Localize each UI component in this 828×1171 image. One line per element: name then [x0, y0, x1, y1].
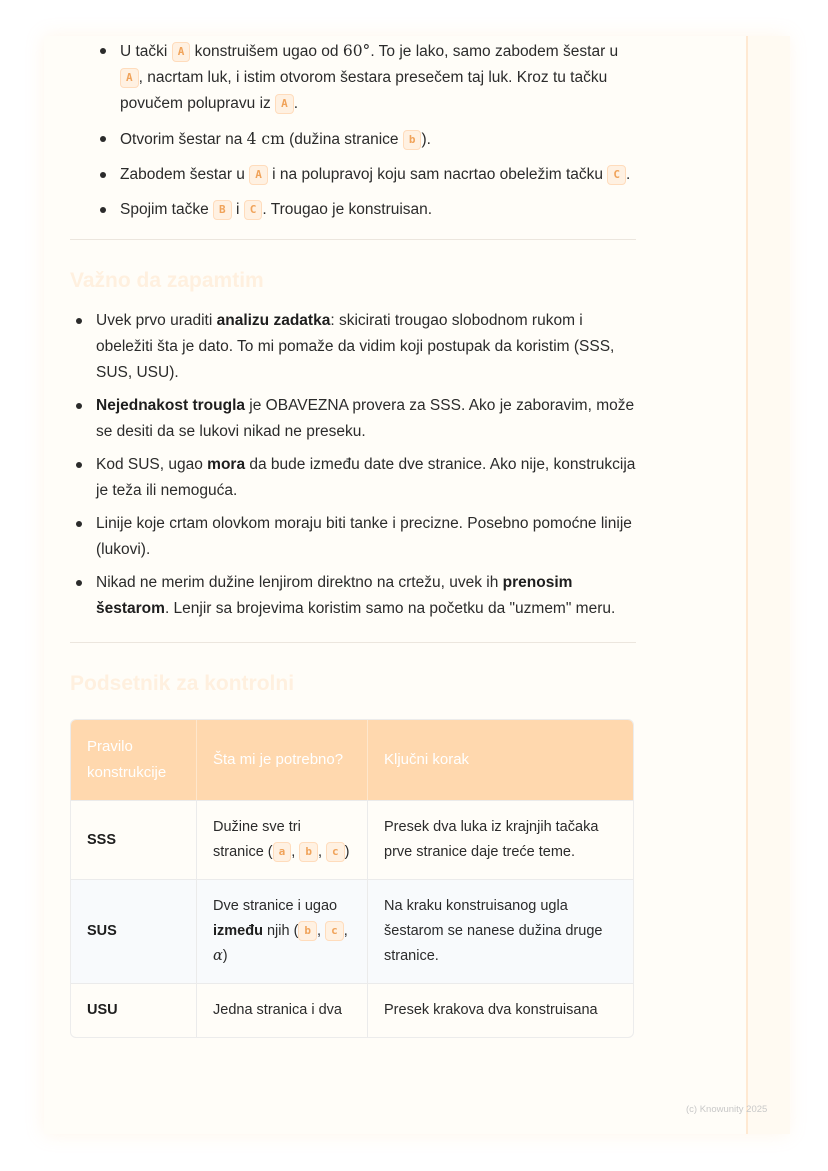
point-code: A — [120, 68, 139, 88]
list-item: Kod SUS, ugao mora da bude između date dve stranice. Ako nije, konstrukcija je teža ili nemoguća. — [70, 452, 636, 504]
need-cell: Jedna stranica i dva — [197, 983, 368, 1037]
point-code: A — [172, 42, 191, 62]
section-heading-important: Važno da zapamtim — [70, 269, 264, 292]
rule-cell: SUS — [71, 879, 197, 983]
column-header: Pravilo konstrukcije — [71, 720, 197, 800]
document-content — [70, 38, 636, 1038]
point-code: C — [607, 165, 626, 185]
important-notes-list — [70, 308, 636, 622]
rule-cell: USU — [71, 983, 197, 1037]
point-code: A — [275, 94, 294, 114]
list-item: Nejednakost trougla je OBAVEZNA provera za SSS. Ako je zaboravim, može se desiti da se lukovi nikad ne preseku. — [70, 393, 636, 445]
list-item: Linije koje crtam olovkom moraju biti tanke i precizne. Posebno pomoćne linije (lukovi). — [70, 511, 636, 563]
list-item: Uvek prvo uraditi analizu zadatka: skicirati trougao slobodnom rukom i obeležiti šta je dato. To mi pomaže da vidim koji postupak da koristim (SSS, SUS, USU). — [70, 308, 636, 386]
point-code: C — [244, 200, 263, 220]
construction-steps-list — [94, 38, 636, 223]
section-divider — [70, 642, 636, 643]
table-row — [71, 800, 633, 879]
table-row — [71, 879, 633, 983]
list-item: Zabodem šestar u A i na polupravoj koju sam nacrtao obeležim tačku C . — [94, 162, 636, 188]
need-cell: Dve stranice i ugao između njih ( b , c , α) — [197, 879, 368, 983]
step-cell: Presek dva luka iz krajnjih tačaka prve stranice daje treće teme. — [368, 800, 633, 879]
step-cell: Na kraku konstruisanog ugla šestarom se nanese dužina druge stranice. — [368, 879, 633, 983]
rule-cell: SSS — [71, 800, 197, 879]
column-header: Šta mi je potrebno? — [197, 720, 368, 800]
side-code: b — [403, 130, 422, 150]
point-code: A — [249, 165, 268, 185]
list-item: U tački A konstruišem ugao od 60°. To je lako, samo zabodem šestar u A , nacrtam luk, i istim otvorom šestara presečem taj luk. Kroz tu tačku povučem polupravu iz A . — [94, 38, 636, 117]
section-divider — [70, 239, 636, 240]
list-item: Otvorim šestar na 4 cm (dužina stranice b ). — [94, 126, 636, 153]
step-cell: Presek krakova dva konstruisana — [368, 983, 633, 1037]
copyright-footer: (c) Knowunity 2025 — [686, 1104, 768, 1115]
table-row — [71, 983, 633, 1037]
section-heading-reminder: Podsetnik za kontrolni — [70, 672, 295, 695]
page-margin-strip — [746, 36, 790, 1134]
list-item: Nikad ne merim dužine lenjirom direktno na crtežu, uvek ih prenosim šestarom. Lenjir sa brojevima koristim samo na početku da "uzmem" meru. — [70, 570, 636, 622]
point-code: B — [213, 200, 232, 220]
list-item: Spojim tačke B i C . Trougao je konstruisan. — [94, 197, 636, 223]
column-header: Ključni korak — [368, 720, 633, 800]
table-header-row — [71, 720, 633, 800]
construction-rules-table — [70, 719, 634, 1038]
need-cell: Dužine sve tri stranice ( a , b , c ) — [197, 800, 368, 879]
